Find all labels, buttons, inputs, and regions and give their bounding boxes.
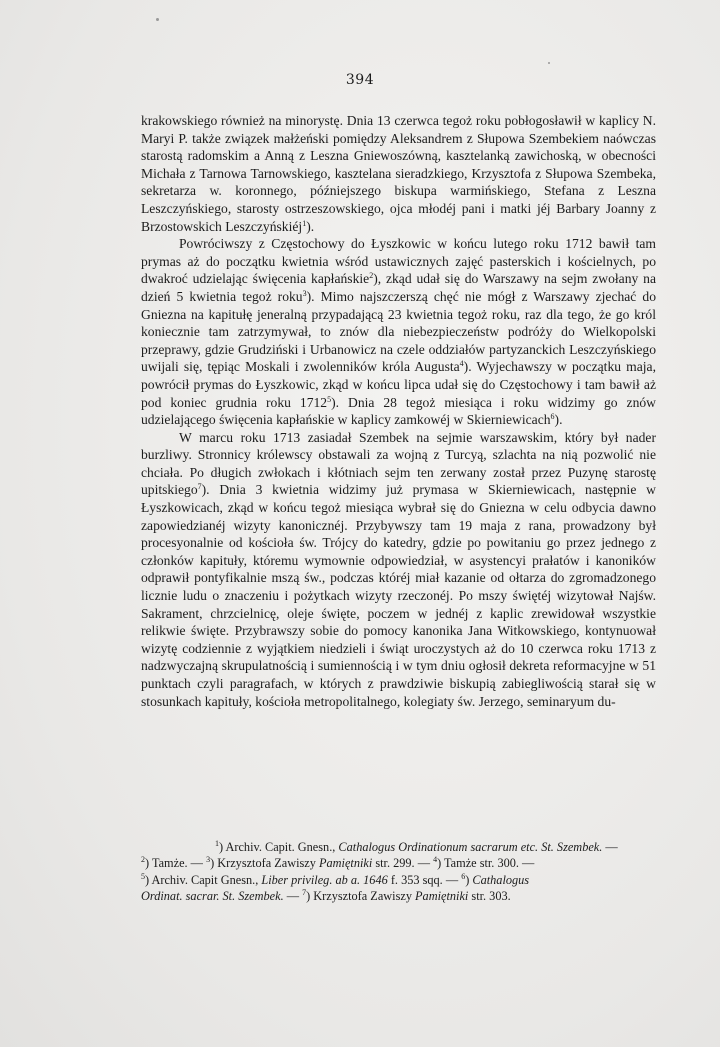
text-run: W marcu roku 1713 zasiadał Szembek na sejmie warszawskim, który był nader burzliwy. Stronnicy królewscy obstawali za wojną z Turcyą, szlachta na nią pozwolić nie chciała. Po długich zwłokach i kłótniach sejm ten zerwany został przez Puzynę starostę upitskiego: [141, 429, 656, 498]
italic-title: Cathalogus: [472, 872, 530, 887]
text-run: ). Dnia 28 tegoż miesiąca i roku widzimy go znów udzielającego święcenia kapłańskie w kaplicy zamkowéj w Skierniewicach: [141, 394, 656, 428]
footnote-marker: 2: [141, 855, 145, 865]
text-run: ) Tamże. —: [145, 856, 207, 871]
footnote-marker: 7: [302, 888, 307, 898]
footnote-line: [141, 839, 656, 855]
footnote-marker: 6: [550, 412, 555, 422]
text-run: ) Krzysztofa Zawiszy: [210, 856, 319, 871]
footnote-line: [141, 872, 656, 888]
text-run: f. 353 sqq. —: [387, 872, 462, 887]
body-text: [141, 112, 656, 710]
text-run: ). Mimo najszczerszą chęć nie mógł z Warszawy zjechać do Gniezna na kapitułę jeneralną przypadającą 23 kwietnia tegoż roku, raz dla tego, że go król koniecznie tam zatrzymywał, to znów dla niebezpieczeństw podróży do Wielkopolski przeprawy, gdzie Grudziński i Urbanowicz na czele oddziałów partyzanckich Leszczyńskiego uwijali się, tępiąc Moskali i zwolenników króla Augusta: [141, 288, 656, 375]
footnotes: [141, 839, 656, 905]
text-run: ).: [554, 412, 563, 428]
footnote-line: [141, 855, 656, 871]
text-run: ), zkąd udał się do Warszawy na sejm zwołany na dzień 5 kwietnia tegoż roku: [141, 271, 656, 304]
footnote-marker: 4: [459, 359, 464, 369]
footnote-marker: 3: [206, 855, 211, 865]
text-run: ). Wyjechawszy w początku maja, powrócił prymas do Łyszkowic, zkąd w końcu lipca udał się do Częstochowy i tam bawił aż pod koniec grudnia roku 1712: [141, 359, 656, 410]
text-run: ) Archiv. Capit Gnesn.,: [145, 872, 262, 887]
text-run: ) Archiv. Capit. Gnesn.,: [219, 840, 339, 854]
footnote-marker: 5: [327, 394, 332, 404]
page-number: 394: [345, 72, 375, 88]
paper-speck: [548, 62, 550, 64]
footnote-marker: 6: [461, 871, 466, 881]
italic-title: Cathalogus Ordinationum sacrarum etc. St. Szembek.: [338, 840, 603, 854]
footnote-marker: 3: [302, 288, 307, 298]
text-run: ) Tamże str. 300. —: [437, 856, 535, 871]
italic-title: Pamiętniki: [318, 856, 373, 871]
text-run: krakowskiego również na minorystę. Dnia 13 czerwca tegoż roku pobłogosławił w kaplicy N. Maryi P. także związek małżeński pomiędzy Aleksandrem z Słupowa Szembekiem naówczas starostą radomskim a Anną z Leszna Gniewoszówną, kasztelanką zawichoską, w obecności Michała z Tarnowa Tarnowskiego, kasztelana sieradzkiego, Krzysztofa z Słupowa Szembeka, sekretarza w. koronnego, późniejszego biskupa warmińskiego, Stefana z Leszna Leszczyńskiego, starosty ostrzeszowskiego, ojca młodéj pani i matki jéj Barbary Joanny z Brzostowskich Leszczyńskiéj: [141, 113, 656, 234]
footnote-marker: 2: [369, 271, 374, 281]
text-run: ): [465, 872, 473, 887]
italic-title: Pamiętniki: [415, 889, 469, 904]
italic-title: Liber privileg. ab a. 1646: [261, 872, 388, 887]
text-run: ) Krzysztofa Zawiszy: [306, 889, 416, 904]
text-run: ).: [306, 218, 315, 234]
italic-title: Ordinat. sacrar. St. Szembek.: [141, 889, 284, 904]
text-run: str. 303.: [468, 889, 511, 904]
paragraph: [141, 235, 656, 429]
footnote-marker: 4: [433, 855, 438, 865]
text-run: Powróciwszy z Częstochowy do Łyszkowic w końcu lutego roku 1712 bawił tam prymas aż do początku kwietnia wśród ustawicznych zajęć pasterskich i kościelnych, po dwakroć udzielając święcenia kapłańskie: [141, 236, 656, 287]
text-run: str. 299. —: [372, 856, 434, 871]
paragraph: [141, 112, 656, 235]
paper-speck: [156, 18, 159, 21]
footnote-marker: 1: [302, 218, 307, 228]
text-run: ). Dnia 3 kwietnia widzimy już prymasa w Skierniewicach, następnie w Łyszkowicach, zkąd w końcu tegoż miesiąca wybrał się do Gniezna w celu odbycia dawno zapowiedzianéj wizyty kanonicznéj. Przybywszy tam 19 maja z rana, prowadzony był procesyonalnie od kościoła św. Trójcy do katedry, gdzie po powitaniu go przez jednego z członków kapituły, któremu wymownie odpowiedział, w asystencyi prałatów i kanoników odprawił pontyfikalnie mszą św., podczas któréj miał kazanie od ołtarza do zgromadzonego licznie ludu o znaczeniu i pożytkach wizyty rzeczonéj. Po mszy świętéj wizytował Najśw. Sakrament, chrzcielnicę, oleje święte, poczem w jednéj z kaplic zrewidował wszystkie relikwie święte. Przybrawszy sobie do pomocy kanonika Jana Witkowskiego, kontynuował wizytę codziennie z wyjątkiem niedzieli i świąt uroczystych aż do 10 czerwca roku 1713 z nadzwyczajną skrupulatnością i sumiennością i w tym dniu ogłosił dekreta reformacyjne w 51 punktach czyli paragrafach, w których z prawdziwie biskupią zabiegliwością starał się w stosunkach kapituły, kościoła metropolitalnego, kolegiaty św. Jerzego, seminaryum du-: [141, 482, 656, 709]
paragraph: [141, 429, 656, 711]
text-run: —: [602, 840, 618, 854]
footnote-marker: 5: [141, 871, 145, 881]
footnote-line: [141, 888, 656, 904]
footnote-marker: 7: [197, 482, 202, 492]
text-run: —: [283, 889, 303, 904]
footnote-marker: 1: [215, 839, 219, 848]
